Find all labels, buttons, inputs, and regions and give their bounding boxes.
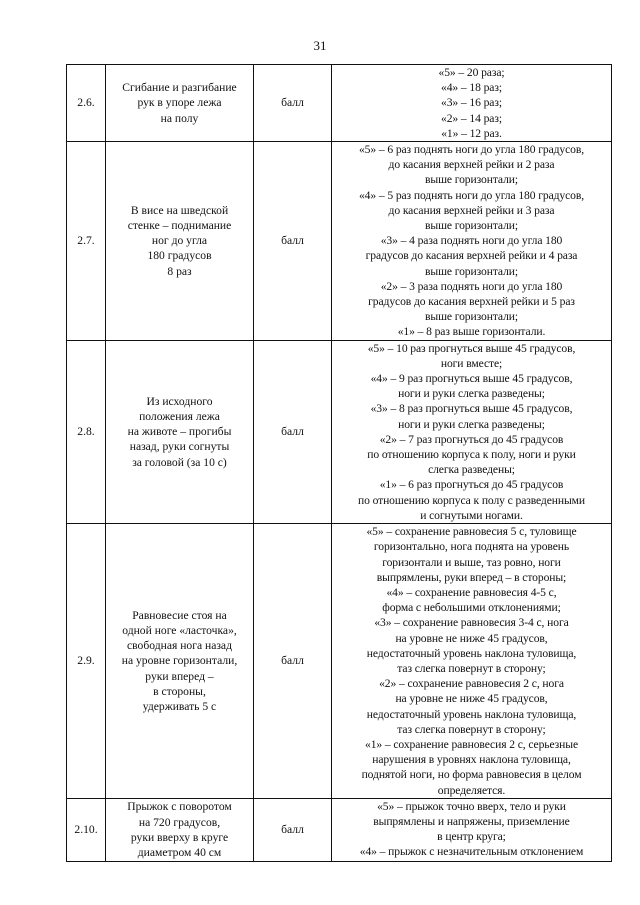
item-number: 2.10. bbox=[67, 798, 106, 861]
unit-of-measure: балл bbox=[254, 340, 332, 523]
exercise-name-line: за головой (за 10 с) bbox=[132, 455, 227, 469]
exercise-name-line: положения лежа bbox=[139, 410, 220, 424]
exercise-name-line: диаметром 40 см bbox=[137, 845, 222, 859]
exercise-name-line: рук в упоре лежа bbox=[137, 96, 222, 110]
exercise-name-line: Из исходного bbox=[146, 394, 213, 408]
criteria-line: «1» – сохранение равновесия 2 с, серьезные bbox=[365, 737, 578, 751]
criteria-line: до касания верхней рейки и 3 раза bbox=[388, 203, 555, 217]
criteria-line: «3» – 8 раз прогнуться выше 45 градусов, bbox=[370, 402, 573, 416]
criteria-line: форма с небольшими отклонениями; bbox=[382, 601, 561, 615]
exercise-name-line: ног до угла bbox=[151, 234, 208, 248]
exercise-name-line: Равновесие стоя на bbox=[132, 608, 227, 622]
criteria-line: и согнутыми ногами. bbox=[420, 508, 523, 522]
exercise-name-line: стенке – поднимание bbox=[127, 219, 232, 233]
criteria-line: ноги и руки слегка разведены; bbox=[398, 387, 545, 401]
evaluation-criteria bbox=[332, 798, 612, 861]
exercise-name-line: Прыжок с поворотом bbox=[127, 800, 232, 814]
criteria-line: «5» – 10 раз прогнуться выше 45 градусов, bbox=[367, 341, 576, 355]
criteria-line: недостаточный уровень наклона туловища, bbox=[366, 707, 577, 721]
criteria-line: «2» – сохранение равновесия 2 с, нога bbox=[379, 677, 564, 691]
criteria-line: «5» – 6 раз поднять ноги до угла 180 градусов, bbox=[358, 143, 585, 157]
criteria-line: выпрямлены и напряжены, приземление bbox=[373, 814, 570, 828]
criteria-line: «4» – 9 раз прогнуться выше 45 градусов, bbox=[370, 372, 573, 386]
exercise-name-line: на полу bbox=[160, 111, 199, 125]
criteria-line: «1» – 6 раз прогнуться до 45 градусов bbox=[379, 478, 564, 492]
criteria-line: горизонтально, нога поднята на уровень bbox=[373, 540, 570, 554]
criteria-line: «3» – сохранение равновесия 3-4 с, нога bbox=[374, 616, 569, 630]
criteria-line: выше горизонтали; bbox=[425, 173, 518, 187]
criteria-line: горизонтали и выше, таз ровно, ноги bbox=[382, 555, 561, 569]
exercise-name bbox=[106, 524, 254, 799]
unit-of-measure: балл bbox=[254, 798, 332, 861]
exercise-name-line: назад, руки согнуты bbox=[129, 440, 230, 454]
criteria-line: выпрямлены, руки вперед – в стороны; bbox=[376, 570, 567, 584]
table-row bbox=[67, 65, 612, 142]
exercise-name bbox=[106, 142, 254, 341]
exercise-name bbox=[106, 798, 254, 861]
evaluation-criteria bbox=[332, 340, 612, 523]
page-number: 31 bbox=[313, 38, 327, 53]
exercise-name-line: руки вперед – bbox=[145, 669, 214, 683]
unit-of-measure: балл bbox=[254, 142, 332, 341]
unit-of-measure: балл bbox=[254, 65, 332, 142]
unit-of-measure: балл bbox=[254, 524, 332, 799]
exercise-name-line: свободная нога назад bbox=[127, 639, 232, 653]
criteria-line: выше горизонтали; bbox=[425, 310, 518, 324]
exercise-name-line: на 720 градусов, bbox=[138, 815, 221, 829]
criteria-line: по отношению корпуса к полу, ноги и руки bbox=[367, 448, 576, 462]
criteria-line: по отношению корпуса к полу с разведенными bbox=[357, 493, 586, 507]
criteria-line: градусов до касания верхней рейки и 5 раз bbox=[368, 295, 575, 309]
criteria-line: недостаточный уровень наклона туловища, bbox=[366, 646, 577, 660]
exercise-name-line: 8 раз bbox=[167, 264, 192, 278]
exercise-name bbox=[106, 65, 254, 142]
criteria-line: «5» – прыжок точно вверх, тело и руки bbox=[377, 799, 566, 813]
criteria-line: «4» – сохранение равновесия 4-5 с, bbox=[386, 585, 557, 599]
table-row bbox=[67, 798, 612, 861]
criteria-line: градусов до касания верхней рейки и 4 раза bbox=[365, 249, 578, 263]
criteria-line: «2» – 3 раза поднять ноги до угла 180 bbox=[380, 279, 563, 293]
item-number: 2.6. bbox=[67, 65, 106, 142]
criteria-line: «1» – 8 раз выше горизонтали. bbox=[397, 325, 546, 339]
criteria-line: «4» – 18 раз; bbox=[441, 81, 502, 95]
exercise-name-line: на животе – прогибы bbox=[127, 425, 232, 439]
exercise-name-line: руки вверху в круге bbox=[130, 830, 229, 844]
exercise-name-line: В висе на шведской bbox=[130, 203, 229, 217]
criteria-line: «3» – 4 раза поднять ноги до угла 180 bbox=[380, 234, 563, 248]
criteria-line: на уровне не ниже 45 градусов, bbox=[395, 692, 548, 706]
criteria-line: ноги и руки слегка разведены; bbox=[398, 417, 545, 431]
table-row bbox=[67, 340, 612, 523]
criteria-line: определяется. bbox=[437, 783, 506, 797]
criteria-line: слегка разведены; bbox=[428, 463, 515, 477]
criteria-line: «4» – 5 раз поднять ноги до угла 180 градусов, bbox=[358, 188, 585, 202]
criteria-line: нарушения в уровнях наклона туловища, bbox=[372, 753, 571, 767]
exercise-name-line: Сгибание и разгибание bbox=[122, 81, 237, 95]
criteria-line: выше горизонтали; bbox=[425, 264, 518, 278]
criteria-line: на уровне не ниже 45 градусов, bbox=[395, 631, 548, 645]
criteria-line: «2» – 14 раз; bbox=[441, 111, 502, 125]
criteria-line: таз слегка повернут в сторону; bbox=[397, 722, 546, 736]
exercise-name-line: в стороны, bbox=[153, 684, 206, 698]
exercise-name-line: удерживать 5 с bbox=[142, 699, 217, 713]
exercise-name-line: на уровне горизонтали, bbox=[121, 654, 238, 668]
item-number: 2.8. bbox=[67, 340, 106, 523]
criteria-line: «5» – сохранение равновесия 5 с, туловище bbox=[366, 525, 577, 539]
criteria-line: выше горизонтали; bbox=[425, 219, 518, 233]
criteria-line: «3» – 16 раз; bbox=[441, 96, 502, 110]
table-body bbox=[67, 65, 612, 862]
criteria-line: «4» – прыжок с незначительным отклонением bbox=[359, 845, 584, 859]
criteria-line: «5» – 20 раза; bbox=[438, 66, 505, 79]
exercise-name-line: 180 градусов bbox=[147, 249, 212, 263]
criteria-line: «1» – 12 раз. bbox=[441, 126, 502, 140]
criteria-line: «2» – 7 раз прогнуться до 45 градусов bbox=[379, 432, 564, 446]
evaluation-criteria bbox=[332, 65, 612, 142]
criteria-line: поднятой ноги, но форма равновесия в целом bbox=[361, 768, 582, 782]
criteria-line: ноги вместе; bbox=[440, 356, 503, 370]
criteria-table bbox=[66, 64, 612, 862]
evaluation-criteria bbox=[332, 142, 612, 341]
criteria-line: до касания верхней рейки и 2 раза bbox=[388, 158, 555, 172]
evaluation-criteria bbox=[332, 524, 612, 799]
item-number: 2.9. bbox=[67, 524, 106, 799]
table-row bbox=[67, 524, 612, 799]
item-number: 2.7. bbox=[67, 142, 106, 341]
exercise-name bbox=[106, 340, 254, 523]
criteria-line: в центр круга; bbox=[437, 830, 506, 844]
exercise-name-line: одной ноге «ласточка», bbox=[122, 623, 237, 637]
table-row bbox=[67, 142, 612, 341]
criteria-line: таз слегка повернут в сторону; bbox=[397, 661, 546, 675]
